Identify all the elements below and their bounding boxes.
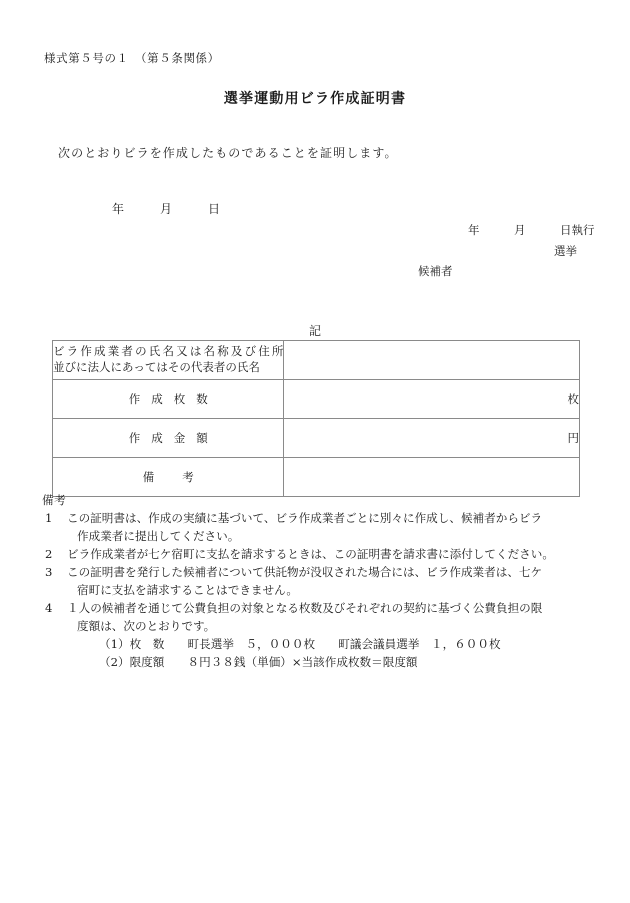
note-number-3: 3 [45, 564, 53, 579]
remarks-label: 備考 [142, 470, 222, 484]
amount-unit: 円 [567, 431, 579, 445]
producer-name-label-line1: ビラ作成業者の氏名又は名称及び住所 [53, 344, 284, 359]
election-label: 選挙 [554, 244, 577, 258]
candidate-label: 候補者 [418, 264, 453, 278]
note-item-4 [42, 600, 598, 672]
page-title: 選挙運動用ビラ作成証明書 [223, 91, 407, 107]
ki-marker: 記 [308, 324, 321, 338]
table-row [53, 458, 580, 497]
date-line-left: 年 月 日 [112, 202, 221, 216]
note-4-sub-1: （1）枚 数 町長選挙 ５，０００枚 町議会議員選挙 １，６００枚 [99, 636, 501, 651]
note-3-line-2: 宿町に支払を請求することはできません。 [77, 582, 298, 597]
sheet-count-label-cell [53, 380, 284, 419]
note-number-4: 4 [45, 600, 53, 615]
note-body-3 [67, 564, 598, 600]
table-row [53, 380, 580, 419]
note-item-1 [42, 510, 598, 546]
producer-name-label-cell [53, 341, 284, 380]
remarks-value-cell[interactable] [284, 458, 580, 497]
notes-section [42, 492, 598, 672]
intro-statement: 次のとおりビラを作成したものであることを証明します。 [58, 146, 398, 160]
date-line-right: 年 月 日執行 [468, 223, 595, 237]
note-1-line-2: 作成業者に提出してください。 [77, 528, 240, 543]
note-number-1: 1 [45, 510, 53, 525]
note-2-line-1: ビラ作成業者が七ケ宿町に支払を請求するときは、この証明書を請求書に添付してください。 [67, 546, 554, 561]
amount-label: 作成金額 [128, 431, 219, 445]
certificate-table [52, 340, 580, 497]
table-row [53, 419, 580, 458]
notes-heading: 備考 [42, 493, 67, 507]
sheet-count-value-cell[interactable] [284, 380, 580, 419]
table-row [53, 341, 580, 380]
note-4-line-2: 度額は、次のとおりです。 [77, 618, 216, 633]
producer-name-value-cell[interactable] [284, 341, 580, 380]
note-3-line-1: この証明書を発行した候補者について供託物が没収された場合には、ビラ作成業者は、七ケ [67, 564, 543, 579]
note-body-1 [67, 510, 598, 546]
note-item-2 [42, 546, 598, 564]
amount-label-cell [53, 419, 284, 458]
note-1-line-1: この証明書は、作成の実績に基づいて、ビラ作成業者ごとに別々に作成し、候補者からビラ [67, 510, 543, 525]
sheet-count-unit: 枚 [567, 392, 579, 406]
remarks-label-cell [53, 458, 284, 497]
note-item-3 [42, 564, 598, 600]
note-body-2 [67, 546, 598, 564]
amount-value-cell[interactable] [284, 419, 580, 458]
sheet-count-label: 作成枚数 [128, 392, 219, 406]
note-number-2: 2 [45, 546, 53, 561]
note-4-sub-2: （2）限度額 ８円３８銭（単価）×当該作成枚数＝限度額 [99, 654, 418, 669]
producer-name-label-line2: 並びに法人にあってはその代表者の氏名 [53, 360, 260, 374]
note-4-line-1: １人の候補者を通じて公費負担の対象となる枚数及びそれぞれの契約に基づく公費負担の限 [67, 600, 543, 615]
form-number: 様式第５号の１ （第５条関係） [44, 51, 220, 65]
note-body-4 [67, 600, 598, 672]
